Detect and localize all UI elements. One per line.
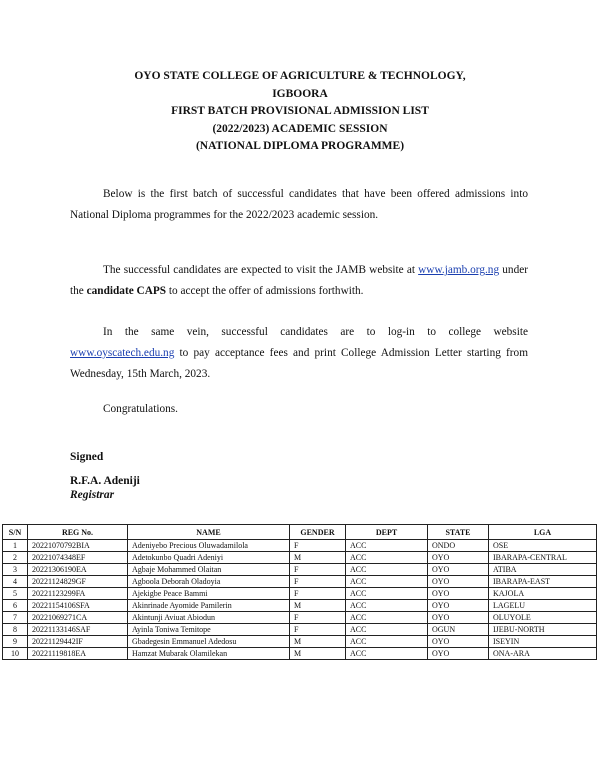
cell-name: Ajekigbe Peace Bammi	[128, 588, 290, 600]
cell-name: Agboola Deborah Oladoyia	[128, 576, 290, 588]
cell-lga: LAGELU	[489, 600, 597, 612]
col-header-gender: GENDER	[290, 525, 346, 540]
col-header-name: NAME	[128, 525, 290, 540]
signatory-block	[70, 474, 140, 502]
jamb-paragraph	[70, 260, 528, 302]
document-header	[0, 68, 600, 156]
table-header-row	[3, 525, 597, 540]
cell-state: OYO	[428, 576, 489, 588]
cell-sn: 10	[3, 648, 28, 660]
cell-name: Akintunji Aviuat Abiodun	[128, 612, 290, 624]
cell-name: Adeniyebo Precious Oluwadamilola	[128, 540, 290, 552]
list-title: FIRST BATCH PROVISIONAL ADMISSION LIST	[171, 105, 429, 117]
cell-dept: ACC	[346, 600, 428, 612]
cell-reg-no: 20221074348EF	[28, 552, 128, 564]
college-text-b: to pay acceptance fees and print College Admission Letter starting from Wednesday, 15th March, 2023.	[70, 347, 528, 380]
jamb-text-b: under the	[70, 264, 528, 297]
cell-reg-no: 20221070792BIA	[28, 540, 128, 552]
cell-state: OYO	[428, 564, 489, 576]
table-row	[3, 636, 597, 648]
cell-dept: ACC	[346, 624, 428, 636]
col-header-sn: S/N	[3, 525, 28, 540]
cell-state: OYO	[428, 612, 489, 624]
cell-lga: ATIBA	[489, 564, 597, 576]
cell-gender: M	[290, 552, 346, 564]
jamb-website-link[interactable]: www.jamb.org.ng	[418, 264, 500, 276]
cell-reg-no: 20221306190EA	[28, 564, 128, 576]
cell-sn: 8	[3, 624, 28, 636]
caps-label: candidate CAPS	[86, 285, 167, 297]
college-website-paragraph	[70, 322, 528, 385]
cell-dept: ACC	[346, 612, 428, 624]
cell-name: Hamzat Mubarak Olamilekan	[128, 648, 290, 660]
cell-gender: M	[290, 600, 346, 612]
cell-gender: F	[290, 540, 346, 552]
cell-reg-no: 20221129442IF	[28, 636, 128, 648]
table-row	[3, 624, 597, 636]
cell-reg-no: 20221119818EA	[28, 648, 128, 660]
college-text-a: In the same vein, successful candidates are to log-in to college website	[103, 326, 528, 338]
cell-lga: ONA-ARA	[489, 648, 597, 660]
admission-table	[2, 524, 597, 660]
cell-lga: IJEBU-NORTH	[489, 624, 597, 636]
cell-sn: 6	[3, 600, 28, 612]
cell-name: Gbadegesin Emmanuel Adedosu	[128, 636, 290, 648]
cell-dept: ACC	[346, 540, 428, 552]
table-row	[3, 612, 597, 624]
table-row	[3, 600, 597, 612]
table-row	[3, 648, 597, 660]
table-row	[3, 588, 597, 600]
cell-state: OYO	[428, 588, 489, 600]
cell-gender: F	[290, 588, 346, 600]
cell-reg-no: 20221123299FA	[28, 588, 128, 600]
cell-sn: 9	[3, 636, 28, 648]
cell-dept: ACC	[346, 648, 428, 660]
cell-dept: ACC	[346, 576, 428, 588]
cell-lga: IBARAPA-CENTRAL	[489, 552, 597, 564]
cell-state: OGUN	[428, 624, 489, 636]
cell-lga: OLUYOLE	[489, 612, 597, 624]
col-header-dept: DEPT	[346, 525, 428, 540]
cell-name: Agbaje Mohammed Olaitan	[128, 564, 290, 576]
registrar-title: Registrar	[70, 489, 115, 501]
cell-gender: F	[290, 624, 346, 636]
col-header-lga: LGA	[489, 525, 597, 540]
session-title: (2022/2023) ACADEMIC SESSION	[212, 122, 388, 135]
table-row	[3, 540, 597, 552]
cell-sn: 7	[3, 612, 28, 624]
cell-state: OYO	[428, 600, 489, 612]
cell-gender: F	[290, 564, 346, 576]
cell-sn: 2	[3, 552, 28, 564]
cell-lga: IBARAPA-EAST	[489, 576, 597, 588]
registrar-name: R.F.A. Adeniji	[70, 475, 140, 487]
cell-gender: M	[290, 636, 346, 648]
col-header-state: STATE	[428, 525, 489, 540]
cell-sn: 5	[3, 588, 28, 600]
cell-sn: 4	[3, 576, 28, 588]
col-header-reg-no: REG No.	[28, 525, 128, 540]
cell-lga: KAJOLA	[489, 588, 597, 600]
jamb-text-a: The successful candidates are expected to visit the JAMB website at	[103, 264, 415, 276]
table-row	[3, 576, 597, 588]
college-location: IGBOORA	[272, 87, 328, 100]
cell-state: OYO	[428, 636, 489, 648]
cell-dept: ACC	[346, 564, 428, 576]
cell-lga: OSE	[489, 540, 597, 552]
cell-name: Ayinla Toniwa Temitope	[128, 624, 290, 636]
cell-dept: ACC	[346, 552, 428, 564]
cell-gender: F	[290, 576, 346, 588]
cell-dept: ACC	[346, 588, 428, 600]
table-row	[3, 552, 597, 564]
cell-dept: ACC	[346, 636, 428, 648]
programme-title: (NATIONAL DIPLOMA PROGRAMME)	[195, 140, 405, 152]
cell-gender: M	[290, 648, 346, 660]
cell-state: OYO	[428, 648, 489, 660]
table-row	[3, 564, 597, 576]
jamb-text-c: to accept the offer of admissions forthwith.	[168, 285, 364, 297]
cell-name: Adetokunbo Quadri Adeniyi	[128, 552, 290, 564]
cell-reg-no: 20221133146SAF	[28, 624, 128, 636]
cell-state: ONDO	[428, 540, 489, 552]
cell-name: Akinrinade Ayomide Pamilerin	[128, 600, 290, 612]
cell-sn: 3	[3, 564, 28, 576]
cell-state: OYO	[428, 552, 489, 564]
cell-lga: ISEYIN	[489, 636, 597, 648]
signed-label: Signed	[70, 451, 104, 463]
cell-reg-no: 20221154106SFA	[28, 600, 128, 612]
cell-sn: 1	[3, 540, 28, 552]
intro-paragraph: Below is the first batch of successful candidates that have been offered admissions into National Diploma programmes for the 2022/2023 academic session.	[70, 188, 528, 221]
college-website-link[interactable]: www.oyscatech.edu.ng	[70, 347, 175, 359]
cell-reg-no: 20221069271CA	[28, 612, 128, 624]
cell-gender: F	[290, 612, 346, 624]
college-name: OYO STATE COLLEGE OF AGRICULTURE & TECHNOLOGY,	[134, 70, 466, 82]
cell-reg-no: 20221124829GF	[28, 576, 128, 588]
congratulations-text: Congratulations.	[103, 403, 178, 415]
